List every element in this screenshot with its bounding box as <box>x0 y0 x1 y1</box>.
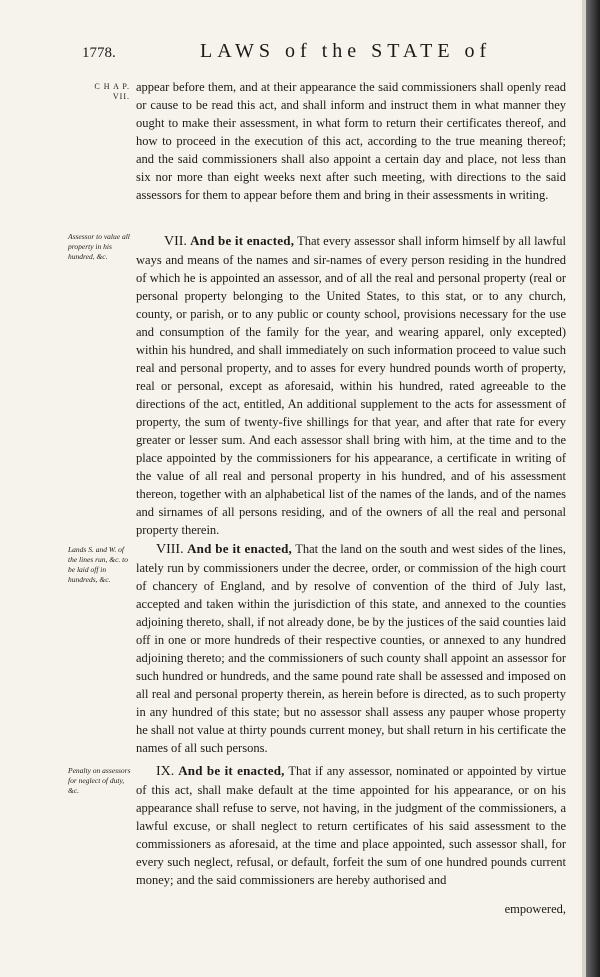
section-ix <box>136 762 566 889</box>
section-number: IX. <box>156 764 175 779</box>
enacting-clause: And be it enacted, <box>190 233 295 248</box>
section-text: That every assessor shall inform himself by all lawful ways and means of the names and sir-names of every person residing in the hundred of which he is appointed an assessor, and of all the real and personal property (real or personal property belonging to the United States, to this stat, or to any church, county, or parish, or to any public or county school, provisions necessary for the use and consumption of the family for the year, and wearing apparel, only excepted) within his hundred, and shall immediately on such information proceed to value such real and personal property, and to asses for every hundred pounds worth of property, real or personal, except as aforesaid, within his hundred, rated agreeable to the directions of the act, entitled, An additional supplement to the acts for assessment of property, the sum of twenty-five shillings for that year, and after that rate for every greater or lesser sum. And each assessor shall bring with him, at the time and to the place appointed by the commissioners for his appearance, a certificate in writing of the value of all real and personal property in his hundred, and of his assessment thereon, together with an alphabetical list of the names of the lands, and of the names and sirnames of all persons residing, and of the owners of all the real and personal property therein. <box>136 234 567 537</box>
section-number: VIII. <box>156 542 184 557</box>
running-title: LAWS of the STATE of <box>200 40 492 62</box>
section-number: VII. <box>164 234 187 249</box>
margin-note-lands: Lands S. and W. of the lines run, &c. to be laid off in hundreds, &c. <box>68 545 128 584</box>
margin-note-penalty: Penalty on assessors for neglect of duty, &c. <box>68 766 131 795</box>
enacting-clause: And be it enacted, <box>178 763 285 778</box>
margin-chapter: C H A P. VII. <box>94 82 130 101</box>
section-vii <box>136 232 566 539</box>
catchword: empowered, <box>504 902 566 916</box>
paragraph-continuation: appear before them, and at their appearance the said commissioners shall openly read or cause to be read this act, and shall inform and instruct them in what manner they ought to make their assessment, in what form to return their certificates thereof, and how to proceed in the execution of this act, according to the true meaning thereof; and the said commissioners shall also appoint a certain day and place, not less than six nor more than eight weeks next after such meeting, with directions to the said assessors for them to appear before them and bring in their assessments in writing. <box>136 80 566 202</box>
book-edge <box>586 0 600 977</box>
section-viii <box>136 540 566 757</box>
enacting-clause: And be it enacted, <box>187 541 292 556</box>
section-text: That if any assessor, nominated or appointed by virtue of this act, shall make default at the time appointed for his appearance, or on his appearance shall refuse to serve, not having, in the judgment of the commissioners, a lawful excuse, or shall neglect to return certificates of his said assessment to the commissioners as aforesaid, at the time and place appointed, such assessor shall, for every such neglect, refusal, or default, forfeit the sum of one hundred pounds current money; and the said commissioners are hereby authorised and <box>136 764 567 887</box>
page-header <box>82 40 582 70</box>
section-text: That the land on the south and west sides of the lines, lately run by commissioners under the decree, order, or commission of the high court of chancery of England, and by resolve of convention of the third of July last, accepted and taken within the jurisdiction of this state, and annexed to the counties adjoining thereto, shall, if not already done, be by the justices of the said counties laid off in one or more hundreds of their respective counties, or annexed to any hundred adjoining thereto; and the commissioners of such county shall appoint an assessor for such hundred or hundreds, and the same pound rate shall be assessed and imposed on all real and personal property therein, as herein before is directed, as to such property in any hundred of this state; but no assessor shall assess any pauper whose property he shall not value at thirty pounds current money, but shall return in his certificate the names of all such persons. <box>136 542 566 755</box>
margin-note-assessor-value: Assessor to value all property in his hundred, &c. <box>68 232 130 261</box>
page-year: 1778. <box>82 45 116 61</box>
